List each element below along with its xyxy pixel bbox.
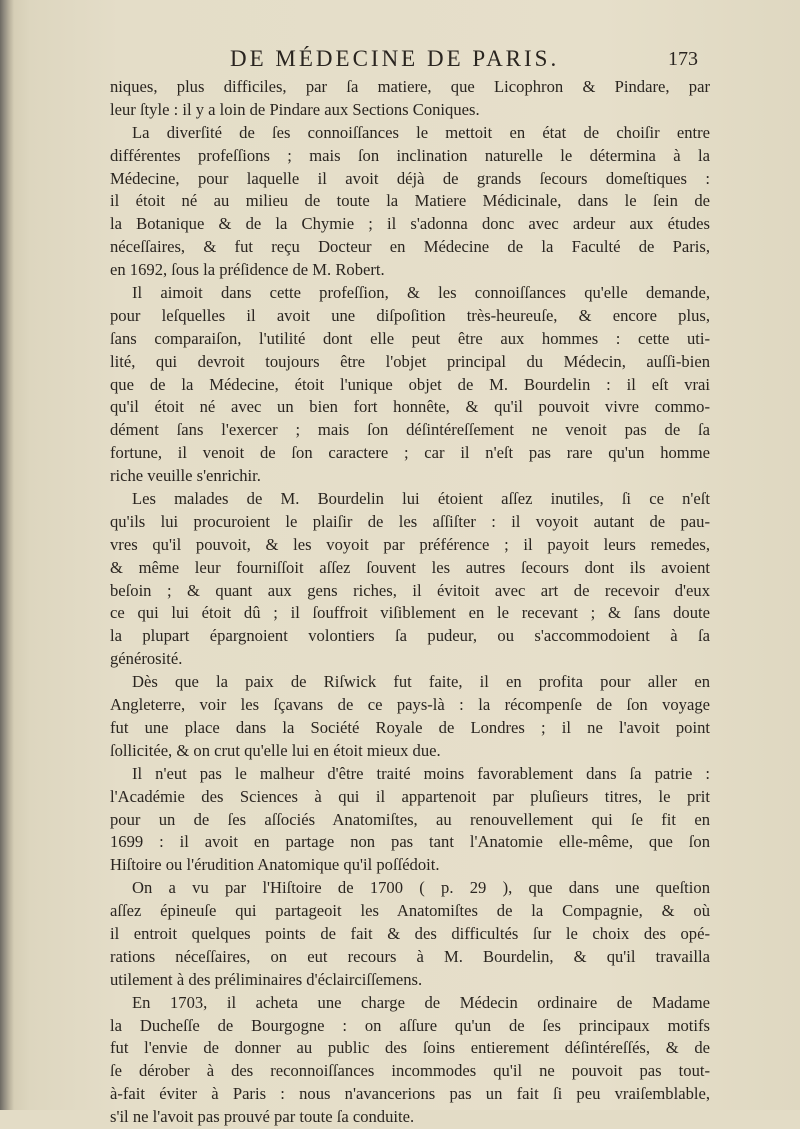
text-line: ce qui lui étoit dû ; il ſouffroit viſiblement en le recevant ; & ſans doute bbox=[110, 603, 710, 623]
text-line: différentes profeſſions ; mais ſon inclination naturelle le détermina à la bbox=[110, 145, 710, 165]
page-header bbox=[230, 46, 698, 76]
text-line: qu'il étoit né avec un bien fort honnête, & qu'il pouvoit vivre commo- bbox=[110, 397, 710, 417]
text-line: générosité. bbox=[110, 649, 183, 669]
text-line: pour un de ſes aſſociés Anatomiſtes, au renouvellement qui ſe fit en bbox=[110, 809, 710, 829]
body-text bbox=[110, 76, 710, 1129]
text-line: Il aimoit dans cette profeſſion, & les connoiſſances qu'elle demande, bbox=[132, 283, 710, 303]
text-line: On a vu par l'Hiſtoire de 1700 ( p. 29 ), que dans une queſtion bbox=[132, 878, 710, 898]
text-line: la Botanique & de la Chymie ; il s'adonna donc avec ardeur aux études bbox=[110, 214, 710, 234]
text-line: ſe dérober à des reconnoiſſances incommodes qu'il ne pouvoit pas tout- bbox=[110, 1061, 710, 1081]
text-line: l'Académie des Sciences à qui il appartenoit par pluſieurs titres, le prit bbox=[110, 786, 710, 806]
text-line: que de la Médecine, étoit l'unique objet de M. Bourdelin : il eſt vrai bbox=[110, 374, 710, 394]
text-line: pour leſquelles il avoit une diſpoſition très-heureuſe, & encore plus, bbox=[110, 305, 710, 325]
text-line: la plupart épargnoient volontiers ſa pudeur, ou s'accommodoient à ſa bbox=[110, 626, 710, 646]
text-line: Médecine, pour laquelle il avoit déjà de grands ſecours domeſtiques : bbox=[110, 168, 710, 188]
text-line: Les malades de M. Bourdelin lui étoient aſſez inutiles, ſi ce n'eſt bbox=[132, 489, 710, 509]
text-line: dément ſans l'exercer ; mais ſon déſintéreſſement ne venoit pas de ſa bbox=[110, 420, 710, 440]
page-number: 173 bbox=[668, 48, 698, 70]
text-line: riche veuille s'enrichir. bbox=[110, 466, 261, 486]
text-line: qu'ils lui procuroient le plaiſir de les aſſiſter : il voyoit autant de pau- bbox=[110, 511, 710, 531]
text-line: fut une place dans la Société Royale de Londres ; il ne l'avoit point bbox=[110, 717, 710, 737]
text-line: il entroit quelques points de fait & des difficultés ſur le choix des opé- bbox=[110, 923, 710, 943]
text-line: néceſſaires, & fut reçu Docteur en Médecine de la Faculté de Paris, bbox=[110, 237, 710, 257]
text-line: fortune, il venoit de ſon caractere ; car il n'eſt pas rare qu'un homme bbox=[110, 443, 710, 463]
text-line: s'il ne l'avoit pas prouvé par toute ſa conduite. bbox=[110, 1107, 415, 1127]
text-line: vres qu'il pouvoit, & les voyoit par préférence ; il payoit leurs remedes, bbox=[110, 534, 710, 554]
text-line: Dès que la paix de Riſwick fut faite, il en profita pour aller en bbox=[132, 672, 710, 692]
text-line: ſollicitée, & on crut qu'elle lui en étoit mieux due. bbox=[110, 740, 441, 760]
text-line: à-fait éviter à Paris : nous n'avancerions pas un fait ſi peu vraiſemblable, bbox=[110, 1084, 710, 1104]
text-line: 1699 : il avoit en partage non pas tant l'Anatomie elle-même, que ſon bbox=[110, 832, 710, 852]
text-line: lité, qui devroit toujours être l'objet principal du Médecin, auſſi-bien bbox=[110, 351, 710, 371]
text-line: leur ſtyle : il y a loin de Pindare aux Sections Coniques. bbox=[110, 99, 480, 119]
text-line: Il n'eut pas le malheur d'être traité moins favorablement dans ſa patrie : bbox=[132, 763, 710, 783]
text-line: En 1703, il acheta une charge de Médecin ordinaire de Madame bbox=[132, 992, 710, 1012]
text-line: niques, plus difficiles, par ſa matiere, que Licophron & Pindare, par bbox=[110, 77, 710, 96]
text-line: & même leur fourniſſoit aſſez ſouvent les autres ſecours dont ils avoient bbox=[110, 557, 710, 577]
text-line: Angleterre, voir les ſçavans de ce pays-là : la récompenſe de ſon voyage bbox=[110, 695, 710, 715]
running-head: DE MÉDECINE DE PARIS. bbox=[230, 46, 560, 71]
text-line: beſoin ; & quant aux gens riches, il évitoit avec art de recevoir d'eux bbox=[110, 580, 710, 600]
text-line: rations néceſſaires, on eut recours à M. Bourdelin, & qu'il travailla bbox=[110, 946, 710, 966]
text-line: il étoit né au milieu de toute la Matiere Médicinale, dans le ſein de bbox=[110, 191, 710, 211]
text-line: Hiſtoire ou l'érudition Anatomique qu'il poſſédoit. bbox=[110, 855, 440, 875]
text-line: fut l'envie de donner au public des ſoins entierement déſintéreſſés, & de bbox=[110, 1038, 710, 1058]
text-line: ſans comparaiſon, l'utilité dont elle peut être aux hommes : cette uti- bbox=[110, 328, 710, 348]
text-line: en 1692, ſous la préſidence de M. Robert. bbox=[110, 260, 385, 280]
text-line: utilement à des préliminaires d'éclairciſſemens. bbox=[110, 969, 423, 989]
text-line: aſſez épineuſe qui partageoit les Anatomiſtes de la Compagnie, & où bbox=[110, 901, 710, 921]
text-line: La diverſité de ſes connoiſſances le mettoit en état de choiſir entre bbox=[132, 122, 710, 142]
text-line: la Ducheſſe de Bourgogne : on aſſure qu'un de ſes principaux motifs bbox=[110, 1015, 710, 1035]
gutter-shadow bbox=[0, 0, 14, 1110]
